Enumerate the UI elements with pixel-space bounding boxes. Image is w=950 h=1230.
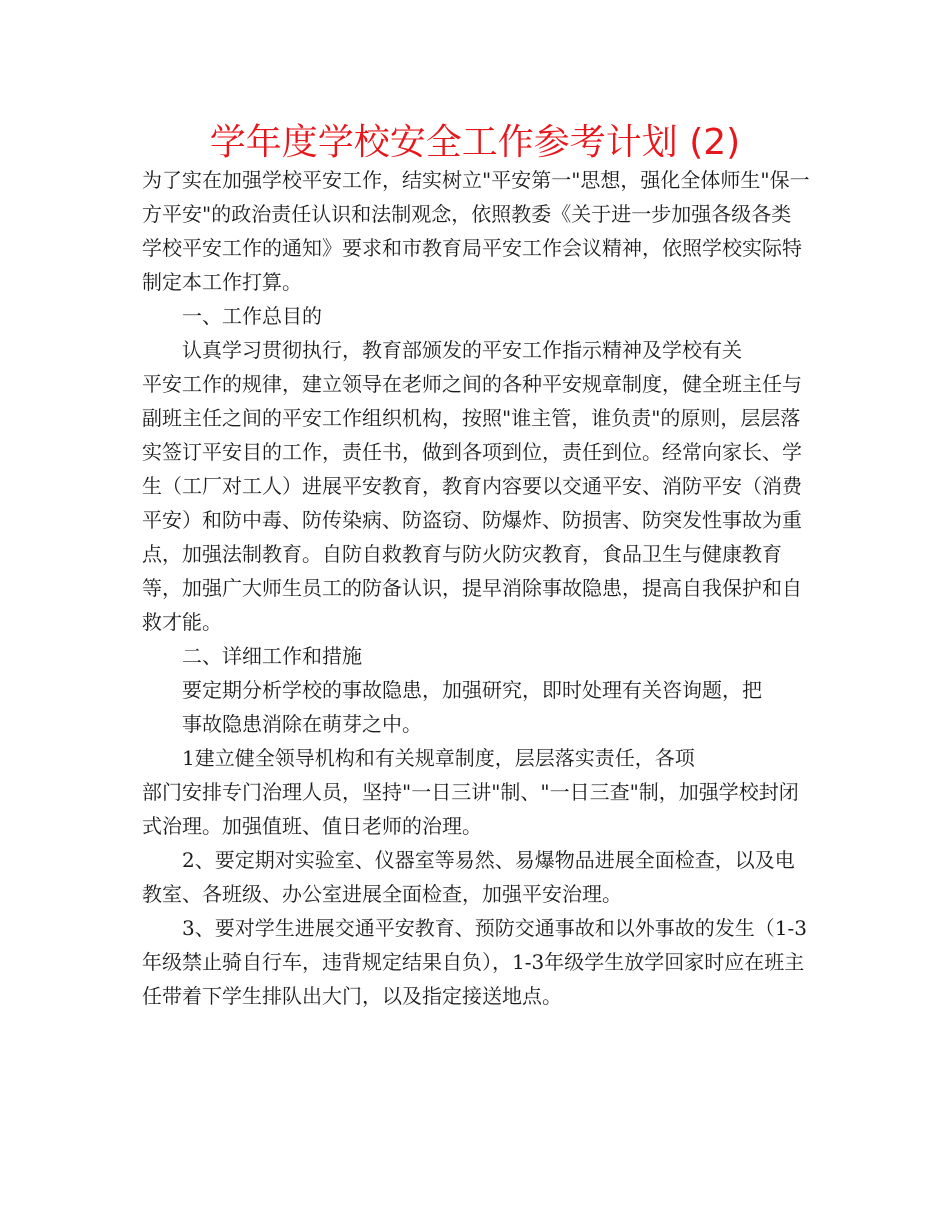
paragraph: 二、详细工作和措施 [182, 644, 362, 668]
paragraph: 要定期分析学校的事故隐患，加强研究，即时处理有关咨询题，把 [182, 678, 762, 702]
paragraph: 1建立健全领导机构和有关规章制度，层层落实责任，各项 [182, 746, 695, 770]
paragraph: 为了实在加强学校平安工作，结实树立"平安第一"思想，强化全体师生"保一方平安"的政治责任认识和法制观念，依照教委《关于进一步加强各级各类学校平安工作的通知》要求和市教育局平安工作会议精神，依照学校实际特制定本工作打算。 [142, 168, 810, 294]
document-title: 学年度学校安全工作参考计划 (2) [209, 122, 741, 163]
paragraph: 3、要对学生进展交通平安教育、预防交通事故和以外事故的发生（1-3年级禁止骑自行车，违背规定结果自负），1-3年级学生放学回家时应在班主任带着下学生排队出大门，以及指定接送地点。 [142, 916, 807, 1008]
paragraph: 一、工作总目的 [182, 304, 322, 328]
paragraph: 平安工作的规律，建立领导在老师之间的各种平安规章制度，健全班主任与副班主任之间的平安工作组织机构，按照"谁主管，谁负责"的原则，层层落实签订平安目的工作，责任书，做到各项到位，责任到位。经常向家长、学生（工厂对工人）进展平安教育，教育内容要以交通平安、消防平安（消费平安）和防中毒、防传染病、防盗窃、防爆炸、防损害、防突发性事故为重点，加强法制教育。自防自救教育与防火防灾教育，食品卫生与健康教育等，加强广大师生员工的防备认识，提早消除事故隐患，提高自我保护和自救才能。 [142, 372, 802, 634]
document-body [142, 163, 810, 1013]
paragraph: 2、要定期对实验室、仪器室等易然、易爆物品进展全面检查，以及电教室、各班级、办公室进展全面检查，加强平安治理。 [142, 848, 795, 906]
paragraph: 部门安排专门治理人员，坚持"一日三讲"制、"一日三查"制，加强学校封闭式治理。加强值班、值日老师的治理。 [142, 780, 799, 838]
paragraph: 事故隐患消除在萌芽之中。 [182, 712, 422, 736]
paragraph: 认真学习贯彻执行，教育部颁发的平安工作指示精神及学校有关 [182, 338, 742, 362]
